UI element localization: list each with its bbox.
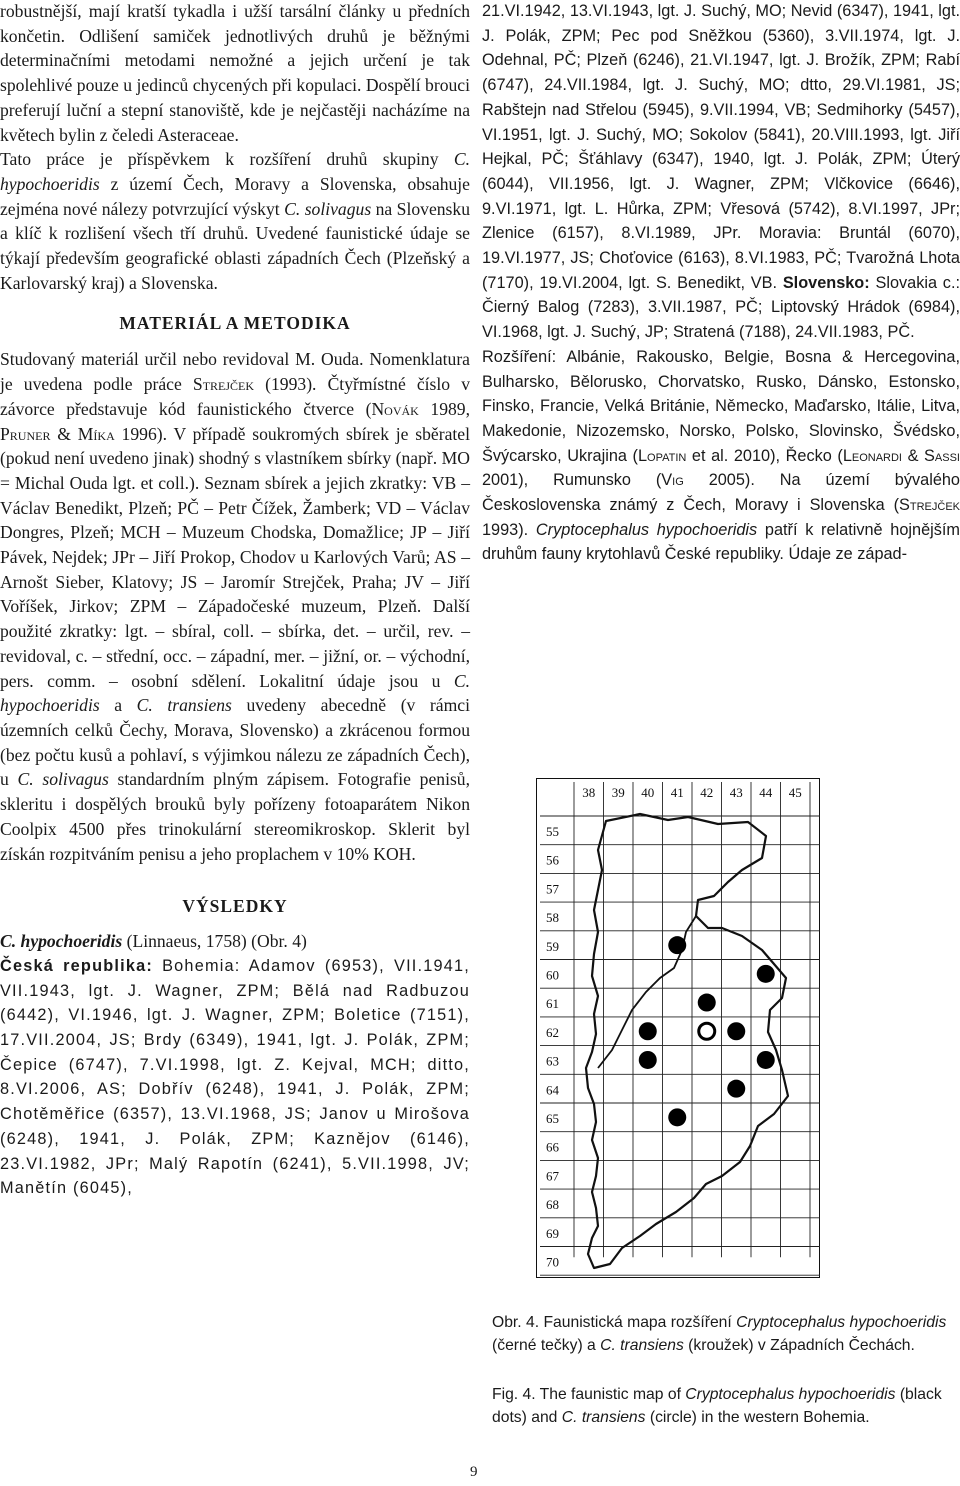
aim-text-3: na Slovensku a klíč k rozlišení všech tří druhů. Uvedené faunistické údaje se týkají především geografické oblasti západních Čech (Plzeňský a Karlovarský kraj) a Slovenska. — [0, 198, 470, 293]
row-label: 60 — [546, 967, 559, 983]
locality-dot — [668, 936, 686, 954]
species-author: (Linnaeus, 1758) (Obr. 4) — [122, 931, 307, 952]
cite-leonardi: Leonardi — [842, 446, 902, 465]
col-label: 42 — [700, 785, 714, 800]
distr-text-3: & — [902, 446, 925, 465]
methods-heading: MATERIÁL A METODIKA — [119, 313, 351, 334]
intro-text: robustnější, mají kratší tykadla i užší tarsální články u předních končetin. Odlišení samiček jednotlivých druhů je běžnými determinačními metodami nemožné a jejich určení je tak spolehlivé pouze u jedinců chycených při kopulaci. Dospělí brouci preferují luční a stepní stanoviště, kde je nejčastěji nacházíme na květech bylin z čeledi Asteraceae. — [0, 1, 470, 145]
transiens-circle — [699, 1023, 715, 1039]
cz-caption-3: (kroužek) v Západních Čechách. — [683, 1337, 915, 1354]
aim-paragraph — [0, 147, 470, 295]
methods-text-7: uvedeny abecedně (v rámci územních celků Čechy, Morava, Slovensko) a zkrácenou formou (bez počtu kusů a pohlaví, s výjimkou nálezu ze západních Čech), u — [0, 695, 470, 790]
cite-novak: Novák — [371, 398, 419, 419]
locality-dot — [639, 1051, 657, 1069]
country-label: Česká republika: — [0, 956, 153, 975]
col-label: 40 — [641, 785, 655, 800]
records-cont-text: 21.VI.1942, 13.VI.1943, lgt. J. Suchý, MO; Nevid (6347), 1941, lgt. J. Polák, ZPM; Pec pod Sněžkou (5360), 3.VII.1974, lgt. J. Odehnal, PČ; Plzeň (6246), 21.VI.1947, lgt. J. Brožík, ZPM; Rabí (6747), 24.VII.1984, lgt. J. Suchý, MO; dtto, 29.VI.1981, JS; Rabštejn nad Střelou (5945), 9.VII.1994, VB; Sedmihorky (5457), VI.1951, lgt. J. Suchý, MO; Sokolov (5841), 20.VIII.1993, lgt. Jiří Hejkal, PČ; Šťáhlavy (6347), 1940, lgt. J. Polák, ZPM; Úterý (6044), VII.1956, lgt. J. Wagner, ZPM; Vlčkovice (6646), 9.VI.1971, lgt. L. Hůrka, ZPM; Vřesová (5742), 8.VI.1997, JPr; Zlenice (6157), 8.VI.1989, JPr. Moravia: Bruntál (6070), 19.VI.1977, JS; Choťovice (6163), 8.VI.1983, PČ; Tvarožná Lhota (7170), 19.VI.2004, lgt. S. Benedikt, VB. — [482, 2, 960, 292]
page-number: 9 — [470, 1464, 478, 1480]
row-label: 70 — [546, 1254, 559, 1270]
row-label: 56 — [546, 852, 559, 868]
distr-text-6: 1993). — [482, 520, 536, 539]
row-label: 64 — [546, 1082, 559, 1098]
methods-taxon-3: C. solivagus — [17, 769, 109, 790]
figure-caption-en — [492, 1383, 960, 1429]
col-label: 43 — [729, 785, 743, 800]
col-label: 44 — [759, 785, 773, 800]
distr-text-2: et al. 2010), Řecko ( — [686, 446, 843, 465]
cite-mika: Míka — [77, 423, 115, 444]
intro-paragraph — [0, 0, 470, 147]
distribution-paragraph — [482, 345, 960, 567]
cite-vig: Vig — [661, 471, 684, 490]
en-caption-taxon-1: Cryptocephalus hypochoeridis — [685, 1386, 896, 1403]
figure-caption-cz — [492, 1311, 960, 1357]
locality-dot — [727, 1022, 745, 1040]
row-label: 68 — [546, 1197, 559, 1213]
en-caption-1: Fig. 4. The faunistic map of — [492, 1386, 686, 1403]
records-paragraph — [0, 954, 470, 1201]
col-label: 38 — [582, 785, 596, 800]
records-sk-text: Slovakia c.: Čierný Balog (7283), 3.VII.1987, PČ; Liptovský Hrádok (6984), VI.1968, lgt. J. Suchý, JP; Stratená (7188), 24.VII.1983, PČ. — [482, 273, 960, 342]
locality-dot — [757, 1051, 775, 1069]
row-label: 66 — [546, 1139, 559, 1155]
results-heading: VÝSLEDKY — [182, 896, 288, 917]
locality-dot — [639, 1022, 657, 1040]
cz-caption-1: Obr. 4. Faunistická mapa rozšíření — [492, 1314, 737, 1331]
row-label: 57 — [546, 881, 559, 897]
cz-caption-taxon-2: C. transiens — [600, 1337, 684, 1354]
aim-taxon-1: C. hypochoeridis — [0, 149, 470, 194]
en-caption-2: (black dots) and — [492, 1386, 942, 1426]
col-label: 45 — [788, 785, 802, 800]
locality-dot — [668, 1108, 686, 1126]
row-label: 62 — [546, 1024, 559, 1040]
row-label: 61 — [546, 996, 559, 1012]
distr-taxon: Cryptocephalus hypochoeridis — [535, 520, 758, 539]
right-column — [482, 0, 960, 567]
map-svg — [536, 778, 820, 1278]
row-label: 67 — [546, 1168, 559, 1184]
methods-text-6: a — [99, 695, 137, 716]
aim-taxon-2: C. solivagus — [284, 198, 372, 219]
aim-text-2: z území Čech, Moravy a Slovenska, obsahuje zejména nové nálezy potvrzující výskyt — [0, 173, 470, 219]
cz-caption-2: (černé tečky) a — [492, 1337, 601, 1354]
cite-sassi: Sassi — [924, 446, 960, 465]
methods-text-2: (1993). Čtyřmístné číslo v závorce představuje kód faunistického čtverce ( — [0, 374, 470, 419]
row-label: 55 — [546, 824, 559, 839]
records-continued — [482, 0, 960, 345]
map-frame — [537, 779, 820, 1278]
methods-text-4: & — [50, 423, 78, 444]
distr-text-1: Rozšíření: Albánie, Rakousko, Belgie, Bosna & Hercegovina, Bulharsko, Bělorusko, Chorvatsko, Rusko, Dánsko, Estonsko, Finsko, Francie, Velká Británie, Německo, Maďarsko, Itálie, Litva, Makedonie, Nizozemsko, Norsko, Polsko, Slovinsko, Švédsko, Švýcarsko, Ukrajina ( — [482, 347, 960, 465]
row-label: 69 — [546, 1225, 559, 1241]
row-label: 58 — [546, 910, 559, 926]
species-line — [0, 929, 470, 954]
distr-text-7: patří k relativně hojnějším druhům fauny krytohlavů České republiky. Údaje ze západ- — [482, 520, 960, 564]
methods-text-8: standardním plným zápisem. Fotografie penisů, skleritu i dospělých brouků byly pořízeny fotoaparátem Nikon Coolpix 4500 přes trinokulární stereomikroskop. Sklerit byl získán rozpitváním penisu a jeho proplachem v 10% KOH. — [0, 769, 471, 864]
methods-text-3: 1989, — [418, 398, 471, 419]
faunistic-map — [536, 778, 820, 1278]
methods-text-1: Studovaný materiál určil nebo revidoval M. Ouda. Nomenklatura je uvedena podle práce — [0, 349, 470, 395]
en-caption-3: (circle) in the western Bohemia. — [645, 1409, 870, 1426]
records-left-text: Bohemia: Adamov (6953), VII.1941, VII.1943, lgt. J. Wagner, ZPM; Bělá nad Radbuzou (6442), VI.1946, lgt. J. Wagner, ZPM; Boletice (7151), 17.VII.2004, JS; Brdy (6349), 1941, lgt. J. Polák, ZPM; Čepice (6747), 7.VI.1998, lgt. Z. Kejval, MCH; ditto, 8.VI.2006, AS; Dobřív (6248), 1941, J. Polák, ZPM; Chotěměřice (6357), 13.VI.1968, JS; Janov u Mirošova (6248), 1941, J. Polák, ZPM; Kaznějov (6146), 23.VI.1982, JPr; Malý Rapotín (6241), 5.VII.1998, JV; Manětín (6045), — [0, 956, 470, 1198]
methods-text-5: 1996). V případě soukromých sbírek je sběratel (pokud není uvedeno jinak) shodný s vlastníkem sbírky (např. MO = Michal Ouda lgt. et coll.). Seznam sbírek a jejich zkratky: VB – Václav Benedikt, Plzeň; PČ – Petr Čížek, Žamberk; VD – Václav Dongres, Plzeň; MCH – Muzeum Chodska, Domažlice; JP – Jiří Pávek, Nejdek; JPr – Jiří Prokop, Chodov u Karlových Varů; AS – Arnošt Sieber, Klatovy; JS – Jaromír Strejček, Praha; JV – Jiří Voříšek, Jirkov; ZPM – Západočeské muzeum, Plzeň. Další použité zkratky: lgt. – sbíral, coll. – sbírka, det. – určil, rev. – revidoval, c. – střední, occ. – západní, mer. – jižní, or. – východní, pers. comm. – osobní sdělení. Lokalitní údaje jsou u — [0, 423, 470, 691]
left-column — [0, 0, 470, 1201]
cz-caption-taxon-1: Cryptocephalus hypochoeridis — [736, 1314, 947, 1331]
locality-dot — [698, 994, 716, 1012]
slovakia-label: Slovensko: — [782, 273, 870, 292]
species-name: C. hypochoeridis — [0, 931, 123, 952]
locality-dot — [757, 965, 775, 983]
methods-taxon-1: C. hypochoeridis — [0, 670, 470, 716]
locality-dot — [727, 1080, 745, 1098]
row-label: 59 — [546, 938, 559, 954]
row-label: 65 — [546, 1111, 559, 1126]
row-label: 63 — [546, 1053, 559, 1069]
distr-text-5: 2005). Na území bývalého Československa známý z Čech, Moravy i Slovenska ( — [482, 471, 960, 515]
cite-lopatin: Lopatin — [637, 446, 687, 465]
col-label: 41 — [670, 785, 684, 800]
methods-taxon-2: C. transiens — [136, 695, 232, 716]
methods-paragraph — [0, 347, 470, 866]
cite-strejcek-2: Strejček — [899, 496, 960, 515]
en-caption-taxon-2: C. transiens — [561, 1409, 646, 1426]
aim-text-1: Tato práce je příspěvkem k rozšíření druhů skupiny — [0, 149, 454, 170]
cite-strejcek: Strejček — [192, 374, 255, 395]
col-label: 39 — [611, 785, 625, 800]
cite-pruner: Pruner — [0, 423, 51, 444]
distr-text-4: 2001), Rumunsko ( — [482, 471, 662, 490]
